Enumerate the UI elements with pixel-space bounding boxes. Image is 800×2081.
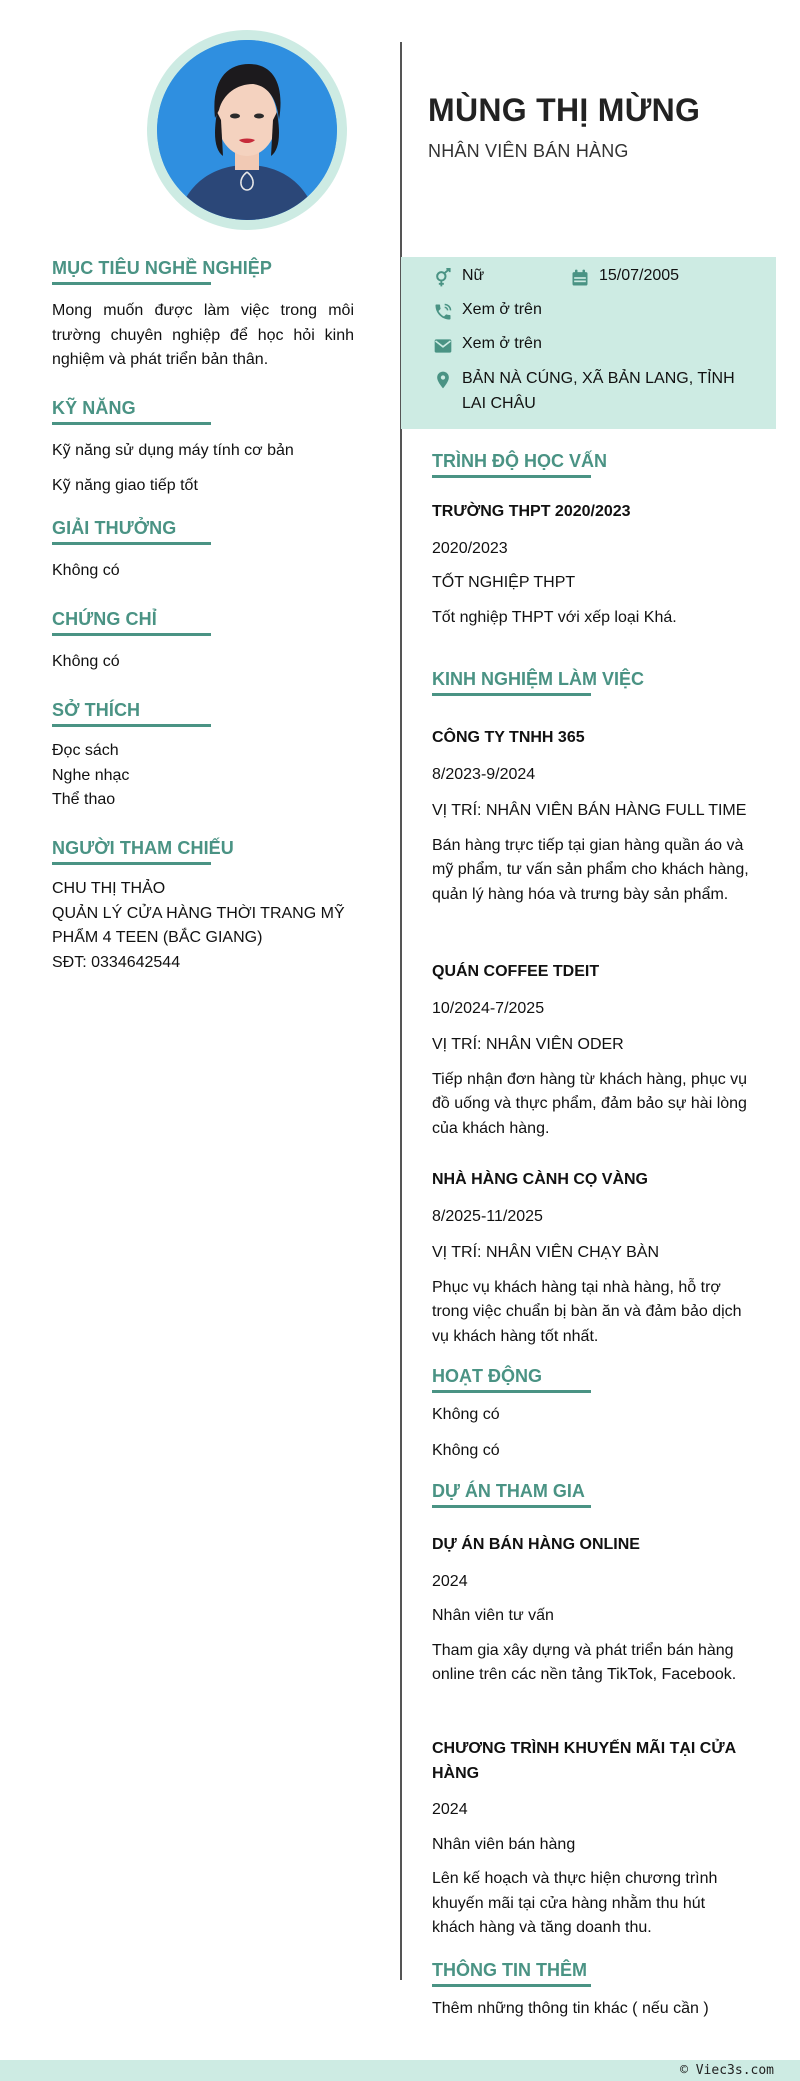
- section-underline: [432, 475, 591, 478]
- list-item: Kỹ năng giao tiếp tốt: [52, 476, 198, 494]
- reference-section: [52, 838, 354, 975]
- footer-credit: © Viec3s.com: [680, 2063, 774, 2078]
- section-underline: [52, 282, 211, 285]
- reference-phone: SĐT: 0334642544: [52, 953, 181, 971]
- experience-position: VỊ TRÍ: NHÂN VIÊN CHẠY BÀN: [432, 1244, 660, 1261]
- project-year: 2024: [432, 1572, 468, 1590]
- activities-section: [432, 1366, 752, 1463]
- section-title: NGƯỜI THAM CHIẾU: [52, 838, 234, 858]
- reference-name: CHU THỊ THẢO: [52, 880, 166, 897]
- section-underline: [52, 724, 211, 727]
- objective-section: [52, 258, 354, 373]
- section-underline: [432, 1505, 591, 1508]
- skills-section: [52, 398, 354, 498]
- experience-item: [432, 1168, 752, 1349]
- section-underline: [432, 1984, 591, 1987]
- experience-item: [432, 726, 752, 907]
- section-title: DỰ ÁN THAM GIA: [432, 1481, 585, 1501]
- project-item: [432, 1737, 752, 1941]
- experience-period: 8/2023-9/2024: [432, 765, 536, 783]
- company-name: NHÀ HÀNG CÀNH CỌ VÀNG: [432, 1171, 648, 1188]
- gender-icon: [432, 267, 454, 289]
- projects-section: [432, 1481, 752, 1508]
- list-item: Không có: [432, 1406, 500, 1423]
- list-item: Nghe nhạc: [52, 766, 130, 784]
- section-underline: [432, 693, 591, 696]
- project-desc: Tham gia xây dựng và phát triển bán hàng online trên các nền tảng TikTok, Facebook.: [432, 1641, 737, 1683]
- contact-panel: [401, 257, 776, 429]
- section-title: THÔNG TIN THÊM: [432, 1960, 587, 1980]
- address-row: [432, 369, 762, 416]
- section-underline: [52, 422, 211, 425]
- certificates-section: [52, 609, 354, 675]
- calendar-icon: [569, 267, 591, 289]
- gender-row: [432, 267, 484, 289]
- education-degree: TỐT NGHIỆP THPT: [432, 574, 576, 591]
- experience-item: [432, 960, 752, 1141]
- job-title: NHÂN VIÊN BÁN HÀNG: [428, 141, 629, 161]
- project-item: [432, 1533, 752, 1688]
- extra-section: [432, 1960, 752, 2022]
- section-title: HOẠT ĐỘNG: [432, 1366, 542, 1386]
- project-role: Nhân viên bán hàng: [432, 1835, 576, 1853]
- project-desc: Lên kế hoạch và thực hiện chương trình khuyến mãi tại cửa hàng nhằm thu hút khách hàng và tăng doanh thu.: [432, 1870, 718, 1936]
- project-role: Nhân viên tư vấn: [432, 1607, 554, 1624]
- email-row: [432, 335, 542, 357]
- section-title: TRÌNH ĐỘ HỌC VẤN: [432, 451, 607, 471]
- avatar: [157, 40, 337, 220]
- list-item: Không có: [432, 1441, 500, 1459]
- birthdate-value: 15/07/2005: [599, 267, 680, 284]
- section-title: KỸ NĂNG: [52, 398, 136, 418]
- phone-icon: [432, 301, 454, 323]
- footer-bar: [0, 2060, 800, 2081]
- section-underline: [52, 633, 211, 636]
- experience-section: [432, 669, 752, 696]
- experience-position: VỊ TRÍ: NHÂN VIÊN BÁN HÀNG FULL TIME: [432, 802, 747, 819]
- company-name: CÔNG TY TNHH 365: [432, 729, 585, 746]
- company-name: QUÁN COFFEE TDEIT: [432, 963, 600, 980]
- project-year: 2024: [432, 1801, 468, 1818]
- reference-position: QUẢN LÝ CỬA HÀNG THỜI TRANG MỸ PHẨM 4 TEEN (BẮC GIANG): [52, 904, 345, 946]
- full-name: MÙNG THỊ MỪNG: [428, 92, 701, 128]
- project-name: CHƯƠNG TRÌNH KHUYẾN MÃI TẠI CỬA HÀNG: [432, 1740, 736, 1782]
- email-icon: [432, 335, 454, 357]
- profile-photo: [157, 40, 337, 220]
- extra-text: Thêm những thông tin khác ( nếu cần ): [432, 2000, 709, 2017]
- location-icon: [432, 369, 454, 391]
- awards-section: [52, 518, 354, 584]
- birthdate-row: [569, 267, 679, 289]
- section-title: CHỨNG CHỈ: [52, 609, 157, 629]
- avatar-ring: [147, 30, 347, 230]
- phone-row: [432, 301, 542, 323]
- section-title: SỞ THÍCH: [52, 700, 141, 720]
- education-period: 2020/2023: [432, 539, 508, 557]
- education-section: [432, 451, 752, 630]
- section-underline: [432, 1390, 591, 1393]
- list-item: Thể thao: [52, 791, 116, 808]
- experience-desc: Bán hàng trực tiếp tại gian hàng quần áo và mỹ phẩm, tư vấn sản phẩm cho khách hàng, quản lý hàng hóa và trưng bày sản phẩm.: [432, 836, 749, 903]
- email-value: Xem ở trên: [462, 335, 542, 352]
- experience-period: 10/2024-7/2025: [432, 999, 545, 1017]
- phone-value: Xem ở trên: [462, 301, 542, 318]
- section-title: KINH NGHIỆM LÀM VIỆC: [432, 669, 645, 689]
- experience-period: 8/2025-11/2025: [432, 1207, 543, 1225]
- objective-text: Mong muốn được làm việc trong môi trường chuyên nghiệp để học hỏi kinh nghiệm và phát triển bản thân.: [52, 302, 354, 368]
- experience-desc: Tiếp nhận đơn hàng từ khách hàng, phục vụ đồ uống và thực phẩm, đảm bảo sự hài lòng của khách hàng.: [432, 1070, 748, 1137]
- address-value: BẢN NÀ CÚNG, XÃ BẢN LANG, TỈNH LAI CHÂU: [462, 370, 735, 412]
- experience-desc: Phục vụ khách hàng tại nhà hàng, hỗ trợ trong việc chuẩn bị bàn ăn và đảm bảo dịch vụ khách hàng tốt nhất.: [432, 1278, 742, 1345]
- awards-text: Không có: [52, 562, 120, 579]
- section-title: MỤC TIÊU NGHỀ NGHIỆP: [52, 258, 273, 278]
- section-title: GIẢI THƯỞNG: [52, 518, 177, 538]
- section-underline: [52, 862, 211, 865]
- gender-value: Nữ: [462, 267, 485, 284]
- experience-position: VỊ TRÍ: NHÂN VIÊN ODER: [432, 1036, 624, 1053]
- section-underline: [52, 542, 211, 545]
- list-item: Kỹ năng sử dụng máy tính cơ bản: [52, 442, 294, 459]
- project-name: DỰ ÁN BÁN HÀNG ONLINE: [432, 1536, 640, 1553]
- education-desc: Tốt nghiệp THPT với xếp loại Khá.: [432, 608, 677, 626]
- school-name: TRƯỜNG THPT 2020/2023: [432, 503, 631, 520]
- hobbies-section: [52, 700, 354, 813]
- certificates-text: Không có: [52, 653, 120, 670]
- list-item: Đọc sách: [52, 742, 119, 759]
